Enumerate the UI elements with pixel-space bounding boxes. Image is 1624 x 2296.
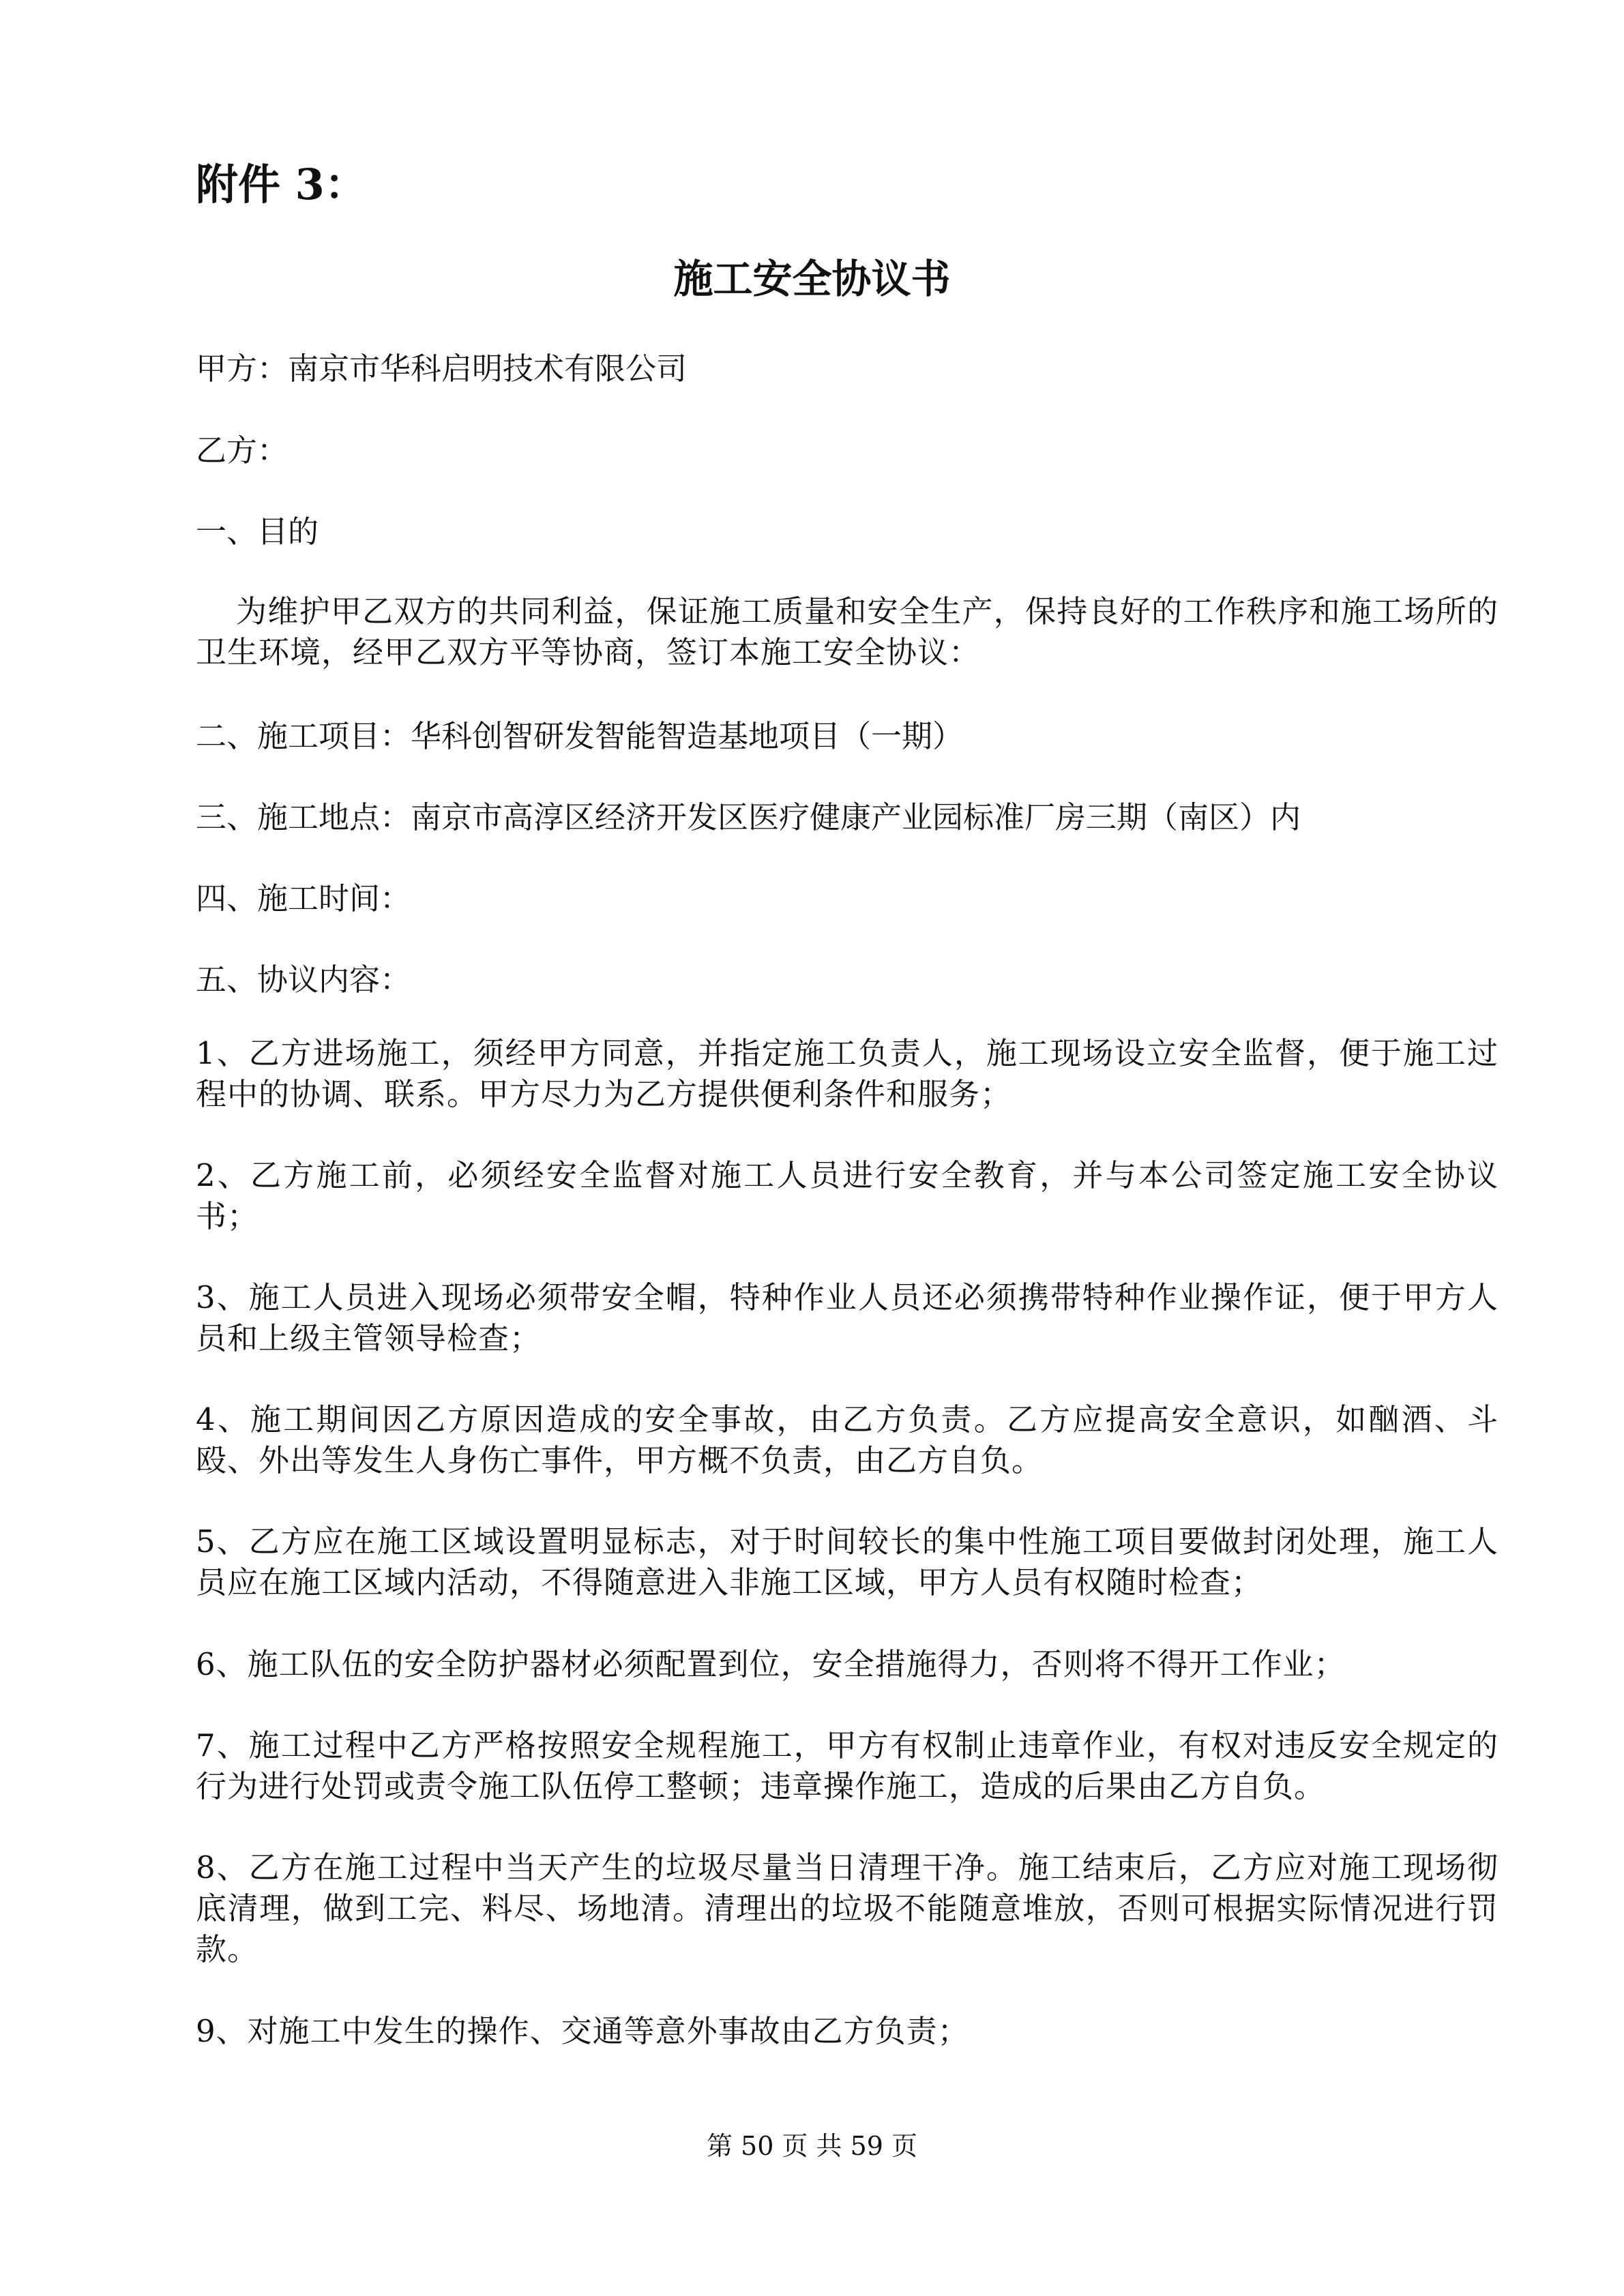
section-4-line: 四、施工时间： (196, 880, 411, 916)
clause-item: 9、对施工中发生的操作、交通等意外事故由乙方负责； (196, 2013, 969, 2049)
page-title: 施工安全协议书 (673, 256, 951, 302)
clause-item: 5、乙方应在施工区域设置明显标志，对于时间较长的集中性施工项目要做封闭处理，施工人员应在施工区域内活动，不得随意进入非施工区域，甲方人员有权随时检查； (196, 1523, 1498, 1600)
party-b-line: 乙方： (196, 432, 289, 468)
section-1-paragraph: 为维护甲乙双方的共同利益，保证施工质量和安全生产，保持良好的工作秩序和施工场所的卫生环境，经甲乙双方平等协商，签订本施工安全协议： (196, 593, 1498, 670)
section-3-line: 三、施工地点：南京市高淳区经济开发区医疗健康产业园标准厂房三期（南区）内 (196, 799, 1301, 835)
clause-item: 4、施工期间因乙方原因造成的安全事故，由乙方负责。乙方应提高安全意识，如酗酒、斗殴、外出等发生人身伤亡事件，甲方概不负责，由乙方自负。 (196, 1401, 1498, 1478)
section-2-line: 二、施工项目：华科创智研发智能智造基地项目（一期） (196, 718, 964, 754)
section-5-heading: 五、协议内容： (196, 961, 411, 998)
party-a-line: 甲方：南京市华科启明技术有限公司 (196, 351, 688, 387)
page-number-footer: 第 50 页 共 59 页 (706, 2131, 918, 2161)
clause-item: 1、乙方进场施工，须经甲方同意，并指定施工负责人，施工现场设立安全监督，便于施工过程中的协调、联系。甲方尽力为乙方提供便利条件和服务； (196, 1035, 1498, 1112)
clause-item: 7、施工过程中乙方严格按照安全规程施工，甲方有权制止违章作业，有权对违反安全规定的行为进行处罚或责令施工队伍停工整顿；违章操作施工，造成的后果由乙方自负。 (196, 1727, 1498, 1804)
clause-item: 8、乙方在施工过程中当天产生的垃圾尽量当日清理干净。施工结束后，乙方应对施工现场彻底清理，做到工完、料尽、场地清。清理出的垃圾不能随意堆放，否则可根据实际情况进行罚款。 (196, 1849, 1498, 1967)
attachment-label: 附件 3： (196, 160, 367, 209)
clause-item: 2、乙方施工前，必须经安全监督对施工人员进行安全教育，并与本公司签定施工安全协议书； (196, 1157, 1498, 1234)
clause-item: 3、施工人员进入现场必须带安全帽，特种作业人员还必须携带特种作业操作证，便于甲方人员和上级主管领导检查； (196, 1279, 1498, 1356)
clause-item: 6、施工队伍的安全防护器材必须配置到位，安全措施得力，否则将不得开工作业； (196, 1646, 1346, 1682)
section-1-heading: 一、目的 (196, 513, 319, 550)
